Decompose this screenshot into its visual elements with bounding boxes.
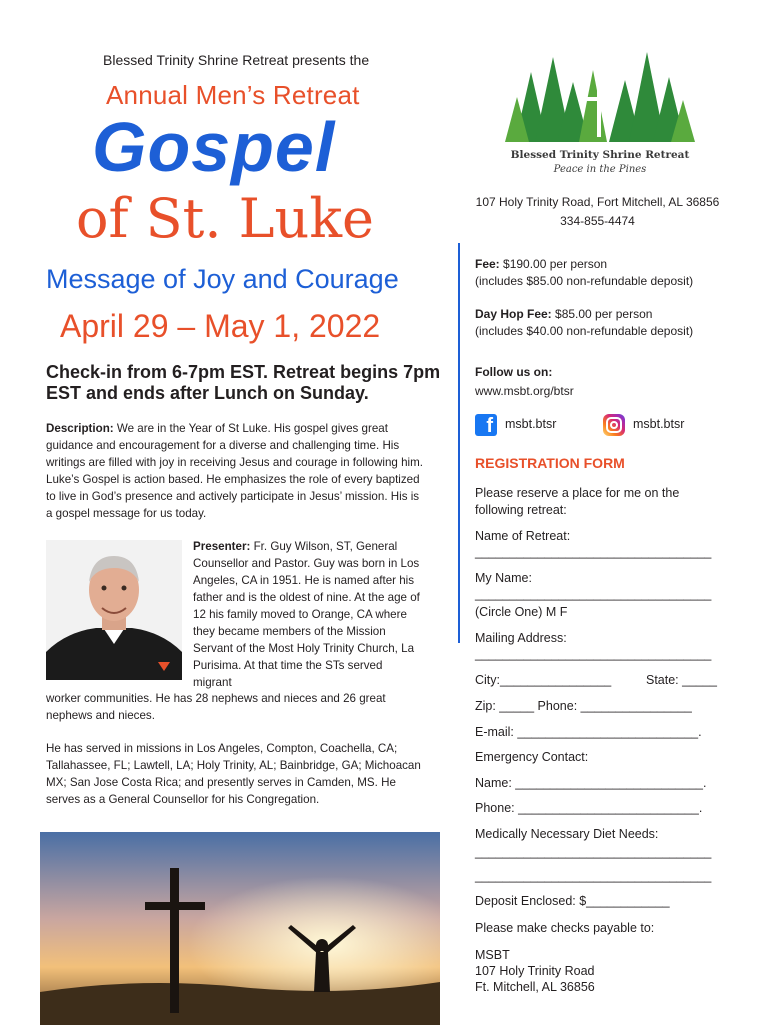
payee-city: Ft. Mitchell, AL 36856 <box>475 980 595 994</box>
title-gospel: Gospel <box>92 108 336 186</box>
instagram-icon[interactable] <box>603 414 625 436</box>
presents-line: Blessed Trinity Shrine Retreat presents the <box>103 52 370 68</box>
payee-street: 107 Holy Trinity Road <box>475 964 595 978</box>
website-link[interactable]: www.msbt.org/btsr <box>475 384 574 398</box>
checks-payable-label: Please make checks payable to: <box>475 921 655 935</box>
emergency-phone-field[interactable]: Phone: __________________________. <box>475 801 703 815</box>
retreat-dates: April 29 – May 1, 2022 <box>60 308 381 344</box>
description-paragraph <box>46 420 426 522</box>
description-text: We are in the Year of St Luke. His gospel gives great guidance and encouragement for a diverse and challenging time. His writings are filled with joy in receiving Jesus and courage in following him. Luke’s Gospel is action based. He emphasizes the role of every baptized to live in God’s presence and actively participate in Jesus’ mission. His is a gospel message for us today. <box>46 422 423 520</box>
form-intro-2: following retreat: <box>475 503 567 517</box>
my-name-label: My Name: <box>475 571 532 585</box>
follow-heading <box>475 364 552 381</box>
title-of-st-luke: of St. Luke <box>76 187 375 250</box>
instagram-handle[interactable]: msbt.btsr <box>633 417 685 431</box>
fee-value: $190.00 per person <box>499 257 608 271</box>
dayhop-label: Day Hop Fee: <box>475 307 552 321</box>
social-row <box>475 412 725 440</box>
follow-label: Follow us on: <box>475 365 553 379</box>
logo-tagline: Peace in the Pines <box>553 164 647 175</box>
fee-label: Fee: <box>475 257 500 271</box>
dayhop-value: $85.00 per person <box>551 307 653 321</box>
annual-retreat-heading: Annual Men’s Retreat <box>106 80 360 110</box>
registration-form-title: REGISTRATION FORM <box>475 455 625 471</box>
subtitle: Message of Joy and Courage <box>46 264 399 294</box>
missions-paragraph: He has served in missions in Los Angeles, Compton, Coachella, CA; Tallahassee, FL; Lawtell, LA; Holy Trinity, AL; Bainbridge, GA; Michoacan MX; San Jose Costa Rica; and presently serves in Camden, MS. He serves as a General Counsellor for his Congregation. <box>46 742 421 806</box>
presenter-bio-continued: worker communities. He has 28 nephews and nieces and 26 great nephews and nieces. <box>46 692 386 722</box>
deposit-field[interactable]: Deposit Enclosed: $____________ <box>475 894 670 908</box>
presenter-text: Fr. Guy Wilson, ST, General Counsellor and Pastor. Guy was born in Los Angeles, CA in 1951. He is named after his father and is the oldest of nine. At the age of 12 his family moved to Orange, CA where they became members of the Mission Servant of the Most Holy Trinity Church, La Purisima. At that time the STs served migrant <box>193 540 420 689</box>
email-field[interactable]: E-mail: __________________________. <box>475 725 702 739</box>
emergency-name-field[interactable]: Name: ___________________________. <box>475 776 707 790</box>
fee-note: (includes $85.00 non-refundable deposit) <box>475 274 694 288</box>
facebook-handle[interactable]: msbt.btsr <box>505 417 557 431</box>
retreat-name-field[interactable]: __________________________________ <box>475 545 712 559</box>
description-label: Description: <box>46 422 114 435</box>
fee-line <box>475 256 607 273</box>
column-divider <box>458 243 460 643</box>
logo-name: Blessed Trinity Shrine Retreat <box>510 149 690 161</box>
presenter-label: Presenter: <box>193 540 251 553</box>
emergency-label: Emergency Contact: <box>475 750 589 764</box>
sunset-cross-image <box>40 832 440 1025</box>
facebook-icon[interactable]: f <box>475 414 497 436</box>
phone-number: 334-855-4474 <box>560 214 635 228</box>
address: 107 Holy Trinity Road, Fort Mitchell, AL 36856 <box>475 195 720 209</box>
dayhop-line <box>475 306 652 323</box>
diet-field-2[interactable]: __________________________________ <box>475 869 712 883</box>
mailing-field[interactable]: __________________________________ <box>475 647 712 661</box>
form-intro-1: Please reserve a place for me on the <box>475 486 680 500</box>
payee-name: MSBT <box>475 948 510 962</box>
retreat-logo <box>505 42 695 182</box>
presenter-photo <box>46 540 182 680</box>
gender-circle[interactable]: (Circle One) M F <box>475 605 568 619</box>
diet-label: Medically Necessary Diet Needs: <box>475 827 659 841</box>
mailing-label: Mailing Address: <box>475 631 567 645</box>
my-name-field[interactable]: __________________________________ <box>475 587 712 601</box>
presenter-bio <box>193 538 423 691</box>
city-field[interactable]: City:________________ <box>475 673 612 687</box>
zip-phone-field[interactable]: Zip: _____ Phone: ________________ <box>475 699 692 713</box>
contact-block <box>460 193 735 231</box>
state-field[interactable]: State: _____ <box>646 673 717 687</box>
retreat-name-label: Name of Retreat: <box>475 529 571 543</box>
checkin-info: Check-in from 6-7pm EST. Retreat begins 7pm EST and ends after Lunch on Sunday. <box>46 362 441 403</box>
diet-field-1[interactable]: __________________________________ <box>475 845 712 859</box>
dayhop-note: (includes $40.00 non-refundable deposit) <box>475 324 694 338</box>
